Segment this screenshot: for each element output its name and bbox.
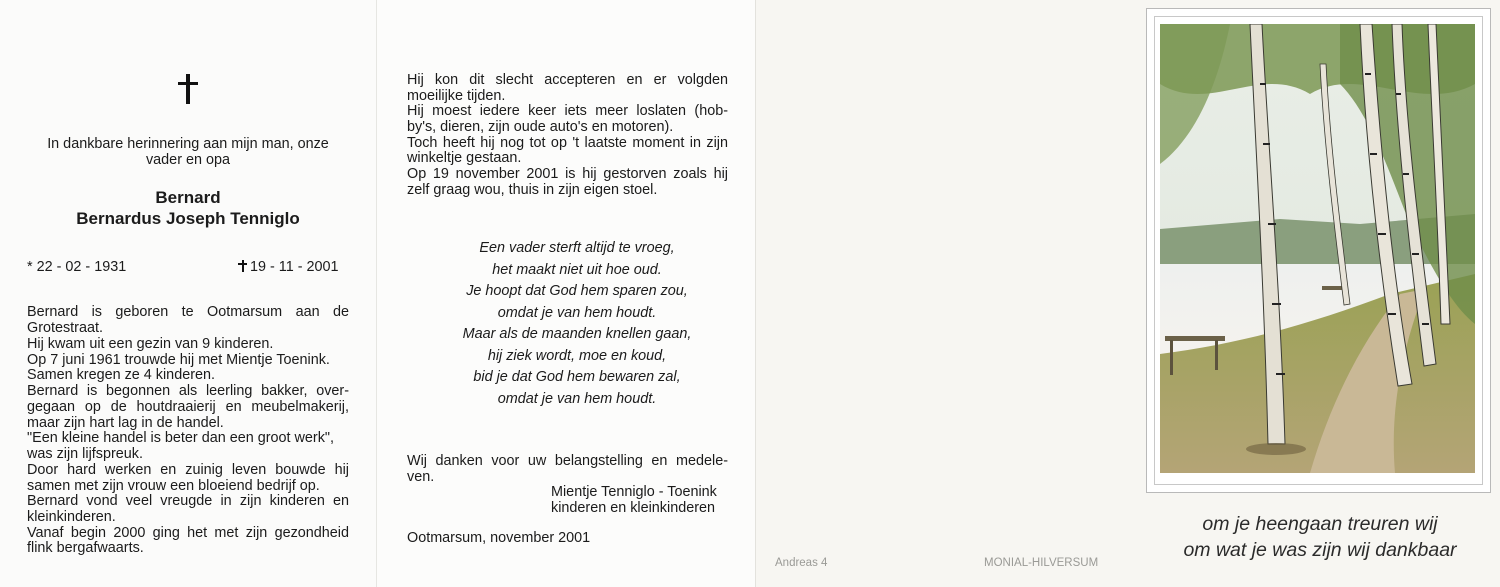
bio-line: flink bergafwaarts. xyxy=(27,540,144,556)
signature-line-2: kinderen en kleinkinderen xyxy=(551,500,716,516)
bio-line: Hij kwam uit een gezin van 9 kinderen. xyxy=(27,336,274,352)
left-card-panel xyxy=(0,0,377,587)
middle-card-panel xyxy=(377,0,755,587)
bio-line: "Een kleine handel is beter dan een groot werk", xyxy=(27,430,335,446)
poem-line: hij ziek wordt, moe en koud, xyxy=(487,347,667,364)
memorial-poem xyxy=(407,238,747,410)
bio-line: Grotestraat. xyxy=(27,320,103,336)
para-line: zelf graag wou, thuis in zijn eigen stoel. xyxy=(407,182,658,198)
bio-line: Door hard werken en zuinig leven bouwde hij xyxy=(27,462,349,478)
para-line: moeilijke tijden. xyxy=(407,88,506,104)
intro-line-1: In dankbare herinnering aan mijn man, onze xyxy=(47,136,329,152)
deceased-first-name: Bernard xyxy=(155,188,221,207)
tagline-line-2: om wat je was zijn wij dankbaar xyxy=(1183,539,1457,561)
bio-line: was zijn lijfspreuk. xyxy=(27,446,143,462)
bio-line: Bernard vond veel vreugde in zijn kinderen en xyxy=(27,493,349,509)
para-line: Hij kon dit slecht accepteren en er volgden xyxy=(407,72,728,88)
bio-line: Bernard is geboren te Ootmarsum aan de xyxy=(27,304,349,320)
bio-line: maar zijn hart lag in de handel. xyxy=(27,415,224,431)
death-date: 19 - 11 - 2001 xyxy=(250,259,339,275)
para-line: by's, dieren, zijn oude auto's en motoren). xyxy=(407,119,674,135)
deceased-full-name: Bernardus Joseph Tenniglo xyxy=(76,209,300,228)
poem-line: Maar als de maanden knellen gaan, xyxy=(462,326,692,342)
para-line: Hij moest iedere keer iets meer loslaten (hob- xyxy=(407,103,728,119)
para-line: Op 19 november 2001 is hij gestorven zoals hij xyxy=(407,166,728,182)
para-line: winkeltje gestaan. xyxy=(407,150,522,166)
cross-icon xyxy=(176,74,200,104)
intro-line-2: vader en opa xyxy=(145,152,230,168)
death-date-row xyxy=(238,260,339,276)
poem-line: het maakt niet uit hoe oud. xyxy=(492,261,662,278)
signature-line-1: Mientje Tenniglo - Toenink xyxy=(551,484,717,500)
bio-line: Samen kregen ze 4 kinderen. xyxy=(27,367,215,383)
bio-line: samen met zijn vrouw een bloeiend bedrijf op. xyxy=(27,478,320,494)
poem-line: omdat je van hem houdt. xyxy=(497,390,657,407)
thanks-line-2: ven. xyxy=(407,469,435,485)
bio-line: gegaan op de houtdraaierij en meubelmakerij, xyxy=(27,399,349,415)
small-cross-icon xyxy=(238,260,247,272)
tagline-line-1: om je heengaan treuren wij xyxy=(1202,513,1438,535)
thanks-line-1: Wij danken voor uw belangstelling en medele- xyxy=(407,453,728,469)
place-and-date: Ootmarsum, november 2001 xyxy=(407,530,591,546)
bio-line: Op 7 juni 1961 trouwde hij met Mientje Toenink. xyxy=(27,352,330,368)
para-line: Toch heeft hij nog tot op 't laatste moment in zijn xyxy=(407,135,728,151)
poem-line: Een vader sterft altijd te vroeg, xyxy=(479,240,675,256)
birth-date: * 22 - 02 - 1931 xyxy=(27,259,127,275)
bio-line: Bernard is begonnen als leerling bakker, over- xyxy=(27,383,349,399)
poem-line: omdat je van hem houdt. xyxy=(497,304,657,321)
bio-line: Vanaf begin 2000 ging het met zijn gezondheid xyxy=(27,525,349,541)
poem-line: Je hoopt dat God hem sparen zou, xyxy=(466,283,688,299)
birch-lake-photo xyxy=(1160,24,1475,473)
imprint-left: Andreas 4 xyxy=(775,557,828,569)
bio-line: kleinkinderen. xyxy=(27,509,116,525)
imprint-right: MONIAL-HILVERSUM xyxy=(984,557,1099,569)
poem-line: bid je dat God hem bewaren zal, xyxy=(473,369,681,385)
